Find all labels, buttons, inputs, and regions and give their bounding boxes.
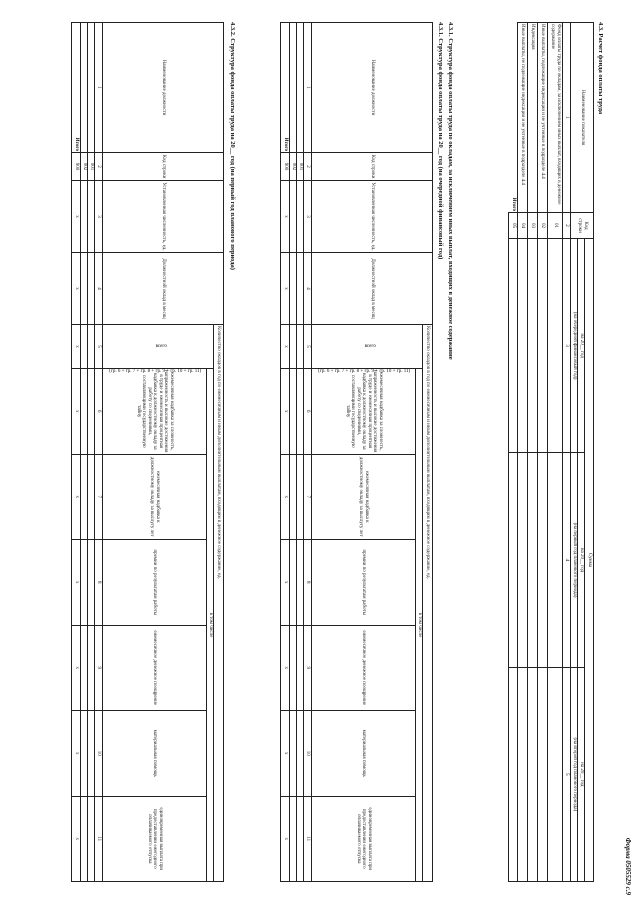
total-label: Итого: [509, 23, 518, 213]
header-col-8: премии по результатам работы: [103, 540, 207, 626]
cell[interactable]: [548, 667, 563, 881]
header-position: Наименование должности: [312, 23, 433, 153]
cell-x: x: [281, 181, 290, 253]
col-number: 5: [95, 325, 103, 369]
col-number: 3: [304, 181, 312, 253]
col-number: 4: [304, 253, 312, 325]
cell[interactable]: [290, 23, 297, 153]
cell[interactable]: [88, 454, 95, 540]
total-label: Итого: [281, 23, 290, 153]
cell[interactable]: [297, 540, 304, 626]
col-number: 3: [563, 239, 571, 453]
row-code: 01: [548, 213, 563, 239]
form-label: Форма 0505529 с.9: [624, 837, 632, 895]
row-name: Фонд оплаты труда по окладам, за исключением иных выплат, входящих в денежное содержание: [548, 23, 563, 213]
cell[interactable]: [88, 369, 95, 455]
cell[interactable]: [290, 796, 297, 882]
cell-x: x: [72, 181, 81, 253]
cell[interactable]: [528, 667, 538, 881]
header-total: [103, 325, 214, 375]
table-row: [290, 23, 297, 882]
cell[interactable]: [290, 711, 297, 797]
header-code: Код строки: [312, 153, 433, 181]
header-name: Наименование показателя: [571, 23, 594, 213]
table-row: [538, 23, 548, 882]
cell[interactable]: [538, 453, 548, 667]
col-number: 1: [563, 23, 571, 213]
cell[interactable]: [509, 239, 518, 453]
cell[interactable]: [548, 239, 563, 453]
cell[interactable]: [290, 454, 297, 540]
table-row: [88, 23, 95, 882]
header-quantity: Количество окладов в год по ежемесячным и иным дополнительным выплатам, входящим в денежное содержание, ед.: [214, 325, 224, 882]
cell[interactable]: [81, 181, 88, 253]
col-number: 9: [304, 625, 312, 711]
year-3-line2: (на второй год планового периода): [571, 667, 578, 881]
cell[interactable]: [538, 239, 548, 453]
cell[interactable]: [81, 253, 88, 325]
header-col-9: ежемесячное денежное поощрение: [103, 625, 207, 711]
col-number: 7: [95, 454, 103, 540]
cell[interactable]: [88, 181, 95, 253]
col-number: 4: [563, 453, 571, 667]
cell[interactable]: [88, 325, 95, 369]
cell[interactable]: [297, 325, 304, 369]
cell-x: x: [281, 369, 290, 455]
total-code: 05: [509, 213, 518, 239]
cell[interactable]: [538, 667, 548, 881]
cell-x: x: [72, 540, 81, 626]
total-code: 900: [72, 153, 81, 181]
header-code: Код строки: [571, 213, 594, 239]
section-title-4-3-1: 4.3.1. Структура фонда оплаты труда по окладам, за исключением иных выплат, входящих в денежное содержание: [447, 22, 454, 360]
col-number: 6: [95, 369, 103, 455]
cell[interactable]: [81, 369, 88, 455]
cell[interactable]: [297, 181, 304, 253]
salary-structure-table-1: [280, 22, 433, 882]
cell-x: x: [281, 540, 290, 626]
year-2-line1: на 20__ год: [578, 453, 585, 667]
total-row: [72, 23, 81, 882]
cell-x: x: [281, 796, 290, 882]
header-sum: Сумма: [585, 239, 594, 882]
cell[interactable]: [297, 796, 304, 882]
col-number: 7: [304, 454, 312, 540]
header-including: в том числе: [416, 369, 423, 882]
row-code: 03: [528, 213, 538, 239]
cell[interactable]: [297, 454, 304, 540]
row-name: Иные выплаты, подлежащие индексации и не учтенные в подразделе 4.4: [538, 23, 548, 213]
header-col-9: ежемесячное денежное поощрение: [312, 625, 416, 711]
cell-x: x: [281, 711, 290, 797]
col-number: 4: [95, 253, 103, 325]
cell-x: x: [72, 454, 81, 540]
col-number: 11: [95, 796, 103, 882]
cell[interactable]: [297, 625, 304, 711]
cell[interactable]: [290, 181, 297, 253]
cell[interactable]: [518, 453, 528, 667]
header-col-11: единовременная выплата при предоставлении ежегодного оплачиваемого отпуска: [312, 796, 416, 882]
header-quantity: Количество окладов в год по ежемесячным и иным дополнительным выплатам, входящим в денежное содержание, ед.: [423, 325, 433, 882]
header-col-6: ежемесячная надбавка за сложность, напряженность и высокие достижения в труде и ежемесячная процентная надбавка к должностному окладу за работу со сведениями, составляющими государственную тайну: [103, 369, 207, 455]
cell-x: x: [281, 253, 290, 325]
col-number: 2: [563, 213, 571, 239]
col-number: 10: [95, 711, 103, 797]
header-code: Код строки: [103, 153, 224, 181]
salary-structure-table-2: [71, 22, 224, 882]
cell[interactable]: [290, 625, 297, 711]
cell[interactable]: [81, 711, 88, 797]
table-row: [548, 23, 563, 882]
year-1-line1: на 20__ год: [578, 239, 585, 453]
cell[interactable]: [88, 23, 95, 153]
header-col-10: материальная помощь: [103, 711, 207, 797]
total-row: [281, 23, 290, 882]
header-staff: Установленная численность, ед.: [312, 181, 433, 253]
header-including: в том числе: [207, 369, 214, 882]
col-number: 5: [304, 325, 312, 369]
year-3-line1: на 20__ год: [578, 667, 585, 881]
table-row: [528, 23, 538, 882]
col-number: 8: [95, 540, 103, 626]
row-code: 002: [290, 153, 297, 181]
header-position: Наименование должности: [103, 23, 224, 153]
total-label: Итого: [72, 23, 81, 153]
cell[interactable]: [88, 625, 95, 711]
header-total-label: всего: [364, 343, 376, 349]
cell-x: x: [281, 454, 290, 540]
col-number: 10: [304, 711, 312, 797]
cell[interactable]: [290, 540, 297, 626]
cell[interactable]: [81, 23, 88, 153]
header-col-7: ежемесячная надбавка к должностному окладу за выслугу лет: [312, 454, 416, 540]
cell[interactable]: [290, 253, 297, 325]
year-2-line2: (на первый год планового периода): [571, 453, 578, 667]
cell[interactable]: [290, 369, 297, 455]
col-number: 11: [304, 796, 312, 882]
subsection-title-2: 4.3.2. Структура фонда оплаты труда на 20__ год (на первый год планового периода): [229, 22, 236, 270]
cell[interactable]: [88, 796, 95, 882]
cell-x: x: [72, 796, 81, 882]
cell[interactable]: [518, 239, 528, 453]
header-staff: Установленная численность, ед.: [103, 181, 224, 253]
section-title-4-3: 4.3. Расчет фонда оплаты труда: [597, 22, 604, 115]
header-col-6: ежемесячная надбавка за сложность, напряженность и высокие достижения в труде и ежемесячная процентная надбавка к должностному окладу за работу со сведениями, составляющими государственную тайну: [312, 369, 416, 455]
cell-x: x: [281, 625, 290, 711]
header-col-8: премии по результатам работы: [312, 540, 416, 626]
header-total-label: всего: [155, 343, 167, 349]
cell[interactable]: [509, 453, 518, 667]
cell[interactable]: [81, 796, 88, 882]
row-code: 002: [81, 153, 88, 181]
col-number: 1: [95, 23, 103, 153]
header-total-formula: (гр. 6 + гр. 7 + гр. 8 + гр. 9 + гр. 10 + гр. 11): [109, 369, 202, 375]
header-total: [312, 325, 423, 375]
header-col-10: материальная помощь: [312, 711, 416, 797]
cell[interactable]: [518, 667, 528, 881]
cell[interactable]: [88, 540, 95, 626]
col-number: 2: [95, 153, 103, 181]
col-number: 1: [304, 23, 312, 153]
cell[interactable]: [290, 325, 297, 369]
cell[interactable]: [548, 453, 563, 667]
cell[interactable]: [297, 711, 304, 797]
col-number: 6: [304, 369, 312, 455]
cell[interactable]: [81, 625, 88, 711]
cell-x: x: [72, 711, 81, 797]
cell-x: x: [72, 325, 81, 369]
table-row: [518, 23, 528, 882]
cell[interactable]: [88, 711, 95, 797]
year-1-line2: (на очередной финансовый год): [571, 239, 578, 453]
row-code: 04: [518, 213, 528, 239]
row-name: Иные выплаты, не подлежащие индексации и не учтенные в подразделе 4.4: [518, 23, 528, 213]
cell[interactable]: [81, 540, 88, 626]
col-number: 3: [95, 181, 103, 253]
cell[interactable]: [509, 667, 518, 881]
col-number: 8: [304, 540, 312, 626]
row-code: 001: [297, 153, 304, 181]
row-name: Индексация: [528, 23, 538, 213]
fot-calc-table: [508, 22, 594, 882]
table-row: [297, 23, 304, 882]
header-col-7: ежемесячная надбавка к должностному окладу за выслугу лет: [103, 454, 207, 540]
table-row: [81, 23, 88, 882]
total-code: 900: [281, 153, 290, 181]
cell[interactable]: [297, 23, 304, 153]
cell[interactable]: [88, 253, 95, 325]
row-code: 02: [538, 213, 548, 239]
cell-x: x: [72, 253, 81, 325]
header-salary: Должностной оклад в месяц: [312, 253, 433, 325]
cell-x: x: [72, 625, 81, 711]
total-row: [509, 23, 518, 882]
subsection-title-1: 4.3.1. Структура фонда оплаты труда на 20__ год (на очередной финансовый год): [437, 22, 444, 260]
cell[interactable]: [81, 454, 88, 540]
col-number: 2: [304, 153, 312, 181]
cell[interactable]: [528, 453, 538, 667]
cell[interactable]: [528, 239, 538, 453]
cell-x: x: [281, 325, 290, 369]
header-total-formula: (гр. 6 + гр. 7 + гр. 8 + гр. 9 + гр. 10 + гр. 11): [318, 369, 411, 375]
header-salary: Должностной оклад в месяц: [103, 253, 224, 325]
col-number: 5: [563, 667, 571, 881]
row-code: 001: [88, 153, 95, 181]
cell-x: x: [72, 369, 81, 455]
cell[interactable]: [81, 325, 88, 369]
cell[interactable]: [297, 253, 304, 325]
header-col-11: единовременная выплата при предоставлении ежегодного оплачиваемого отпуска: [103, 796, 207, 882]
col-number: 9: [95, 625, 103, 711]
cell[interactable]: [297, 369, 304, 455]
